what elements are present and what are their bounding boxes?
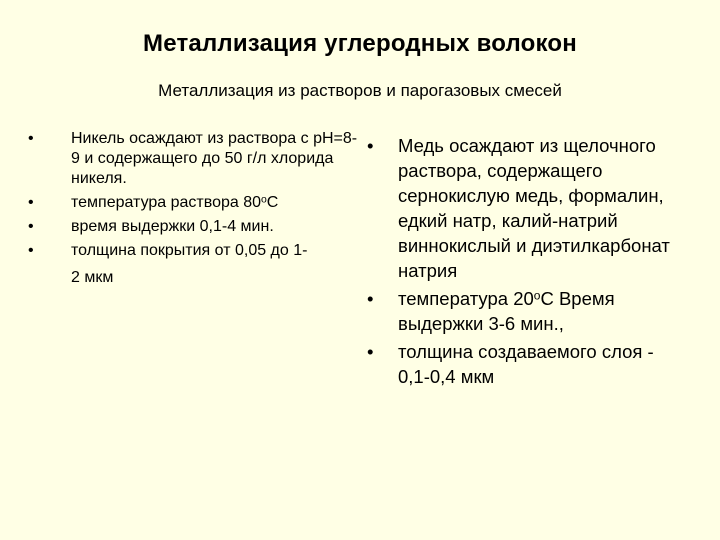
degree-sup: о [261, 194, 267, 206]
list-item-text: время выдержки 0,1-4 мин. [71, 218, 274, 235]
bullet-icon: • [28, 130, 34, 147]
list-item [28, 217, 358, 237]
list-item-text: Никель осаждают из раствора с рН=8-9 и содержащего до 50 г/л хлорида никеля. [71, 130, 358, 187]
list-item [362, 286, 692, 336]
list-item-text-continued: 0,1-0,4 мкм [398, 366, 495, 387]
bullet-icon: • [367, 135, 374, 156]
bullet-icon: • [28, 194, 34, 211]
bullet-icon: • [367, 341, 374, 362]
list-item-text: толщина покрытия от 0,05 до 1- [71, 242, 308, 259]
right-bullet-list [362, 133, 692, 389]
list-item-text: толщина создаваемого слоя - [398, 341, 654, 362]
list-item [362, 339, 692, 389]
unit-text: С [266, 194, 279, 211]
list-item-text-suffix: С Время выдержки 3-6 мин., [398, 288, 615, 334]
list-item-text: температура 20 [398, 288, 534, 309]
list-item-text: Медь осаждают из щелочного раствора, содержащего сернокислую медь, формалин, едкий натр, калий-натрий виннокислый и диэтилкарбонат натрия [398, 135, 670, 281]
list-item [362, 133, 692, 283]
left-bullet-list [28, 129, 358, 294]
list-item-text-continued: 2 мкм [71, 269, 114, 286]
degree-sup: о [533, 288, 541, 303]
bullet-icon: • [28, 218, 34, 235]
list-item [28, 193, 358, 213]
slide-subtitle: Металлизация из растворов и парогазовых смесей [158, 81, 562, 100]
list-item [28, 241, 358, 294]
list-item-text: температура раствора 80 [71, 194, 262, 211]
list-item [28, 129, 358, 189]
bullet-icon: • [28, 242, 34, 259]
bullet-icon: • [367, 288, 374, 309]
slide-title: Металлизация углеродных волокон [143, 30, 577, 57]
